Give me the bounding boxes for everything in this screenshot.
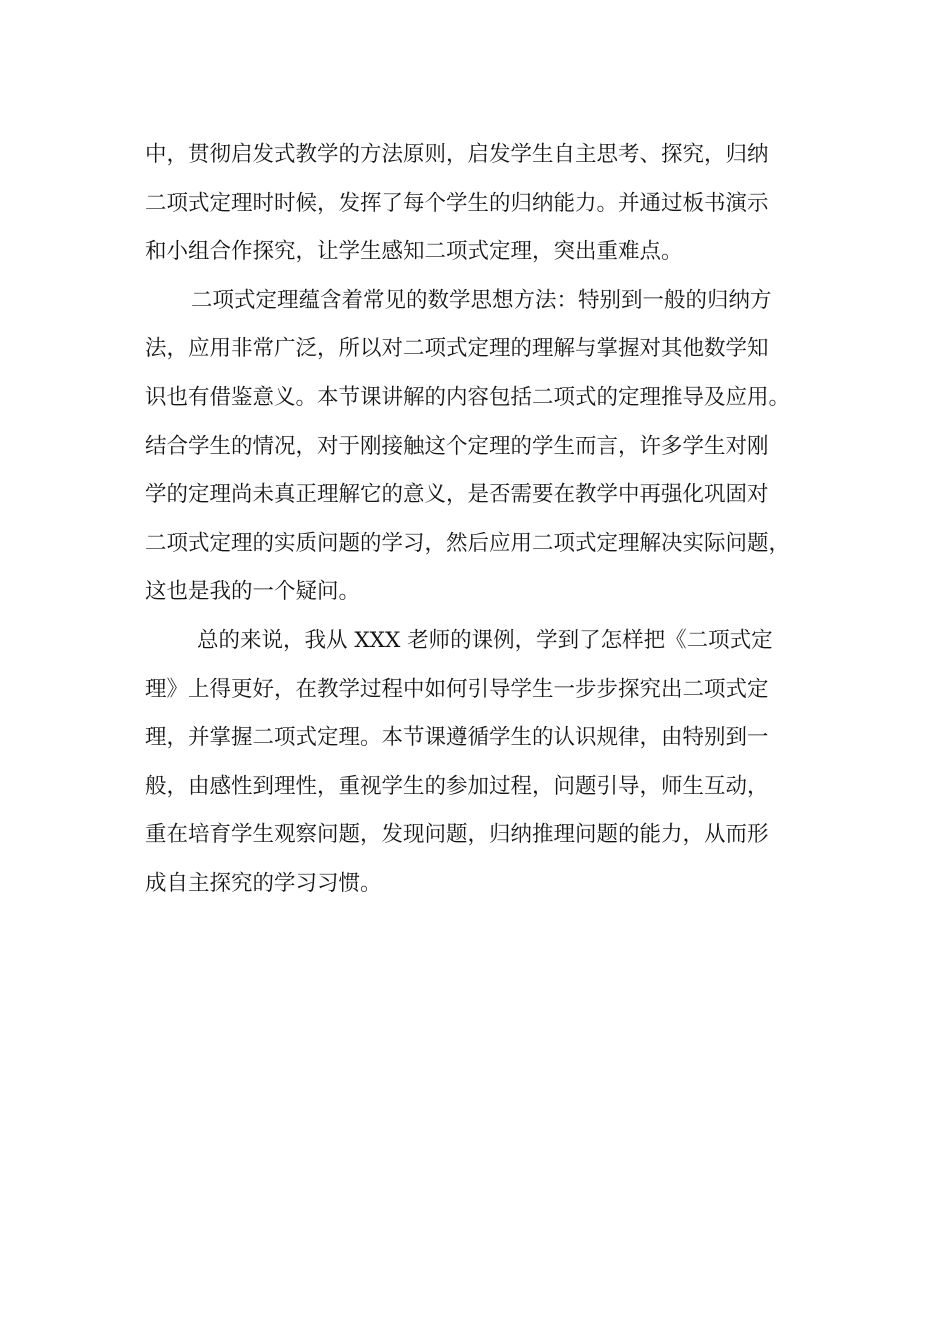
paragraph-2-line-2: 法，应用非常广泛，所以对二项式定理的理解与掌握对其他数学知 <box>145 336 769 362</box>
paragraph-3-line-4: 般，由感性到理性，重视学生的参加过程，问题引导，师生互动， <box>145 773 769 799</box>
paragraph-3-line-1: 总的来说，我从 XXX 老师的课例，学到了怎样把《二项式定 <box>197 627 773 653</box>
paragraph-2-line-1: 二项式定理蕴含着常见的数学思想方法：特别到一般的归纳方 <box>191 287 772 313</box>
paragraph-3-line-6: 成自主探究的学习习惯。 <box>145 870 382 896</box>
paragraph-2-line-7: 这也是我的一个疑问。 <box>145 579 361 605</box>
paragraph-3-line-5: 重在培育学生观察问题，发现问题，归纳推理问题的能力，从而形 <box>145 822 769 848</box>
paragraph-2-line-3: 识也有借鉴意义。本节课讲解的内容包括二项式的定理推导及应用。 <box>145 384 791 410</box>
paragraph-3-line-3: 理，并掌握二项式定理。本节课遵循学生的认识规律，由特别到一 <box>145 725 769 751</box>
paragraph-3-line-2: 理》上得更好，在教学过程中如何引导学生一步步探究出二项式定 <box>145 676 769 702</box>
paragraph-1-line-2: 二项式定理时时候，发挥了每个学生的归纳能力。并通过板书演示 <box>145 190 769 216</box>
paragraph-1 <box>145 131 815 277</box>
paragraph-2-line-6: 二项式定理的实质问题的学习，然后应用二项式定理解决实际问题， <box>145 530 791 556</box>
document-body <box>145 131 815 909</box>
paragraph-3 <box>145 617 815 909</box>
paragraph-2 <box>145 277 815 617</box>
paragraph-1-line-3: 和小组合作探究，让学生感知二项式定理，突出重难点。 <box>145 239 683 265</box>
paragraph-1-line-1: 中，贯彻启发式教学的方法原则，启发学生自主思考、探究，归纳 <box>145 142 769 167</box>
paragraph-2-line-4: 结合学生的情况，对于刚接触这个定理的学生而言，许多学生对刚 <box>145 433 769 459</box>
paragraph-2-line-5: 学的定理尚未真正理解它的意义，是否需要在教学中再强化巩固对 <box>145 482 769 508</box>
